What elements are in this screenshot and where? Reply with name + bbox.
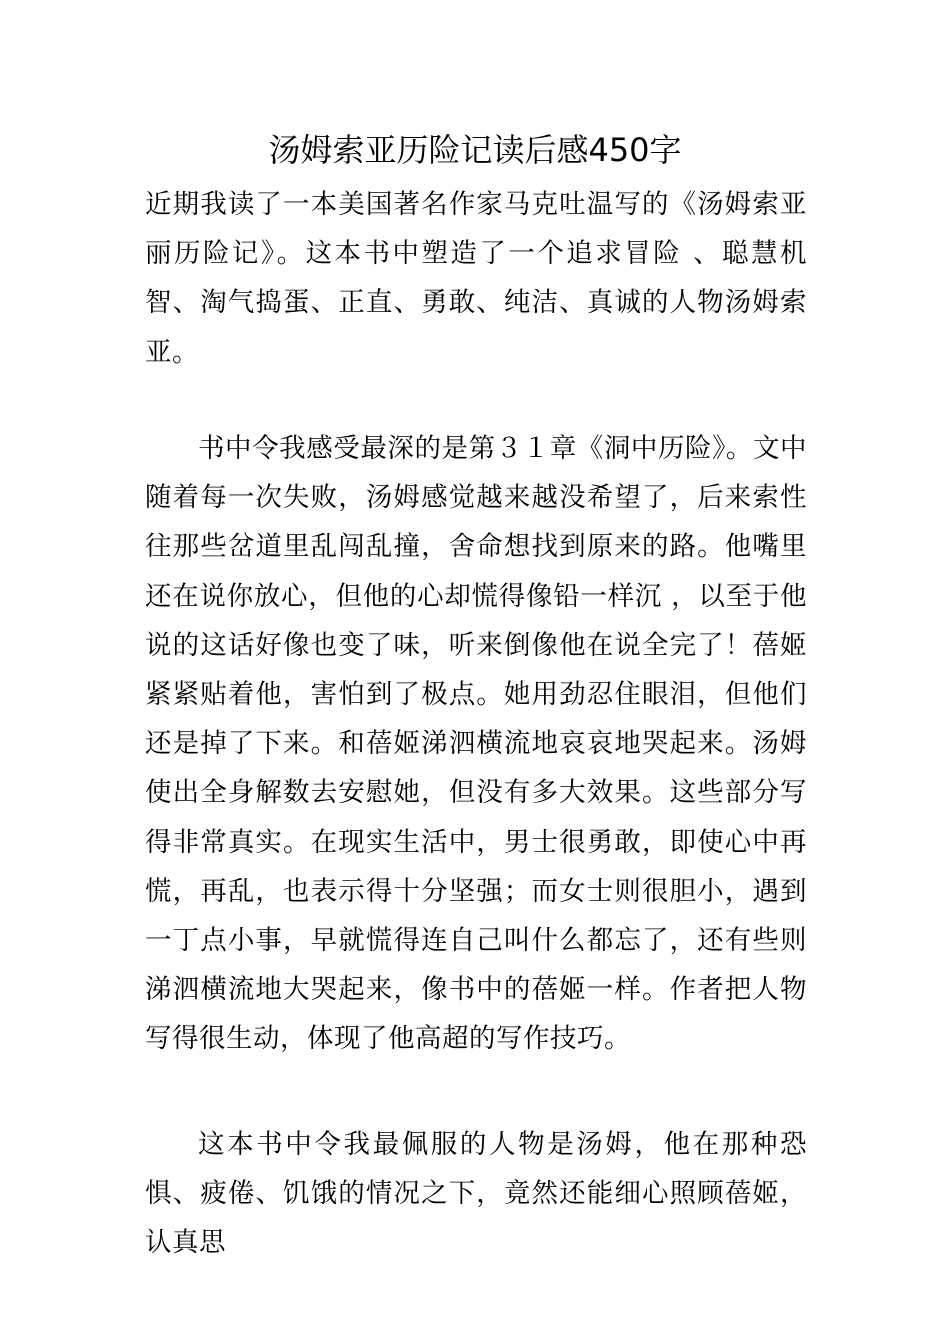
paragraph-intro: 近期我读了一本美国著名作家马克吐温写的《汤姆索亚丽历险记》。这本书中塑造了一个追求冒险 、聪慧机智、淘气捣蛋、正直、勇敢、纯洁、真诚的人物汤姆索亚。 <box>145 189 807 368</box>
paragraph-chapter-31: 书中令我感受最深的是第３１章《洞中历险》。文中随着每一次失败，汤姆感觉越来越没希望了，后来索性往那些岔道里乱闯乱撞，舍命想找到原来的路。他嘴里还在说你放心，但他的心却慌得像铅一样沉 ，以至于他说的这话好像也变了味，听来倒像他在说全完了！蓓姬紧紧贴着他，害怕到了极点。她用劲忍住眼泪，但他们还是掉了下来。和蓓姬涕泗横流地哀哀地哭起来。汤姆使出全身解数去安慰她，但没有多大效果。这些部分写得非常真实。在现实生活中，男士很勇敢，即使心中再慌，再乱，也表示得十分坚强；而女士则很胆小，遇到一丁点小事，早就慌得连自己叫什么都忘了，还有些则涕泗横流地大哭起来，像书中的蓓姬一样。作者把人物写得很生动，体现了他高超的写作技巧。 <box>145 433 807 1055</box>
paragraph-admiration: 这本书中令我最佩服的人物是汤姆，他在那种恐惧、疲倦、饥饿的情况之下，竟然还能细心照顾蓓姬，认真思 <box>145 1129 807 1259</box>
document-title: 汤姆索亚历险记读后感450字 <box>268 131 682 169</box>
